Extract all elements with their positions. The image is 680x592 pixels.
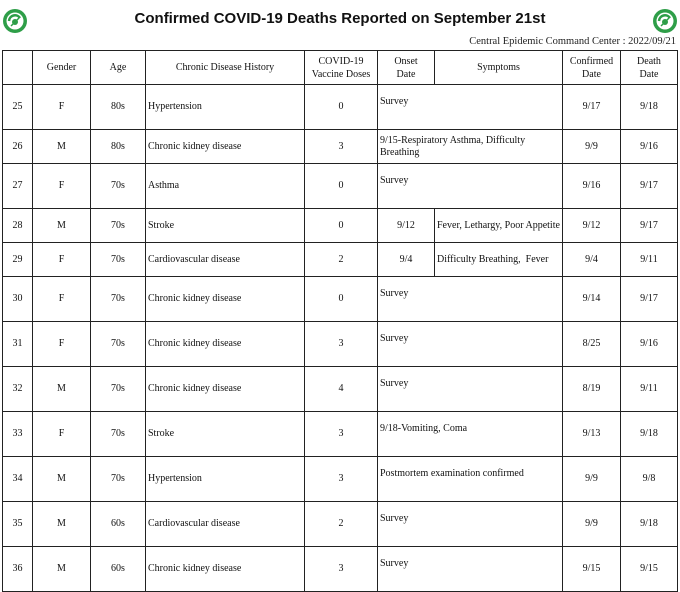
table-row (3, 243, 678, 277)
cell-chronic: Stroke (146, 209, 305, 243)
header-gender: Gender (33, 51, 91, 85)
table-row (3, 457, 678, 502)
page-subtitle: Central Epidemic Command Center : 2022/09/21 (469, 36, 676, 47)
cell-death: 9/11 (621, 243, 678, 277)
cell-age: 80s (91, 130, 146, 164)
cell-confirmed: 9/9 (563, 502, 621, 547)
cell-doses: 3 (305, 322, 378, 367)
cell-symptoms: Difficulty Breathing, Fever (435, 243, 563, 277)
table-row (3, 209, 678, 243)
cell-symptoms: Survey (378, 502, 563, 547)
cell-death: 9/18 (621, 502, 678, 547)
cell-chronic: Asthma (146, 164, 305, 209)
cell-symptoms: Survey (378, 164, 563, 209)
cell-gender: M (33, 130, 91, 164)
cell-death: 9/18 (621, 412, 678, 457)
cell-symptoms: Survey (378, 367, 563, 412)
cell-age: 70s (91, 412, 146, 457)
cell-doses: 0 (305, 277, 378, 322)
cell-confirmed: 9/16 (563, 164, 621, 209)
cell-no: 35 (3, 502, 33, 547)
cell-gender: M (33, 209, 91, 243)
cell-confirmed: 8/25 (563, 322, 621, 367)
cell-death: 9/16 (621, 130, 678, 164)
cell-no: 33 (3, 412, 33, 457)
cell-no: 31 (3, 322, 33, 367)
cell-symptoms: Survey (378, 277, 563, 322)
header-vaccine-line1: COVID-19 (318, 55, 364, 67)
cell-death: 9/15 (621, 547, 678, 592)
cell-gender: M (33, 547, 91, 592)
cell-chronic: Cardiovascular disease (146, 502, 305, 547)
cell-doses: 3 (305, 547, 378, 592)
header-confirmed-line2: Date (582, 68, 601, 80)
cell-death: 9/8 (621, 457, 678, 502)
cell-confirmed: 9/4 (563, 243, 621, 277)
cell-chronic: Hypertension (146, 457, 305, 502)
cell-confirmed: 9/15 (563, 547, 621, 592)
cell-death: 9/18 (621, 85, 678, 130)
cell-gender: M (33, 457, 91, 502)
header-age: Age (91, 51, 146, 85)
cell-chronic: Hypertension (146, 85, 305, 130)
cell-gender: F (33, 412, 91, 457)
page-title: Confirmed COVID-19 Deaths Reported on September 21st (134, 10, 546, 27)
cell-chronic: Chronic kidney disease (146, 367, 305, 412)
header-onset-line1: Onset (394, 55, 418, 67)
cell-confirmed: 9/17 (563, 85, 621, 130)
cell-chronic: Chronic kidney disease (146, 322, 305, 367)
table-row (3, 412, 678, 457)
cell-gender: M (33, 367, 91, 412)
cell-gender: F (33, 243, 91, 277)
cell-symptoms: Survey (378, 547, 563, 592)
table-row (3, 164, 678, 209)
cell-no: 34 (3, 457, 33, 502)
header-vaccine-line2: Vaccine Doses (311, 68, 371, 80)
cell-no: 25 (3, 85, 33, 130)
cell-gender: F (33, 85, 91, 130)
cell-onset: 9/12 (378, 209, 435, 243)
cell-no: 27 (3, 164, 33, 209)
cell-death: 9/11 (621, 367, 678, 412)
cell-chronic: Stroke (146, 412, 305, 457)
cell-death: 9/17 (621, 164, 678, 209)
header-no (3, 51, 33, 85)
cell-death: 9/17 (621, 277, 678, 322)
cell-symptoms: Survey (378, 85, 563, 130)
header-confirmed-line1: Confirmed (569, 55, 614, 67)
cell-gender: F (33, 322, 91, 367)
cell-confirmed: 9/13 (563, 412, 621, 457)
header-confirmed (563, 51, 621, 85)
cell-no: 28 (3, 209, 33, 243)
cell-age: 60s (91, 502, 146, 547)
cell-age: 80s (91, 85, 146, 130)
cell-doses: 2 (305, 502, 378, 547)
cell-no: 36 (3, 547, 33, 592)
table-row (3, 502, 678, 547)
cell-doses: 4 (305, 367, 378, 412)
cell-age: 70s (91, 277, 146, 322)
cell-symptoms: Fever, Lethargy, Poor Appetite (435, 209, 563, 243)
cell-age: 70s (91, 367, 146, 412)
cell-confirmed: 9/12 (563, 209, 621, 243)
cell-no: 30 (3, 277, 33, 322)
header-death-line2: Date (639, 68, 659, 80)
header-chronic: Chronic Disease History (146, 51, 305, 85)
cell-age: 70s (91, 164, 146, 209)
cell-confirmed: 9/9 (563, 457, 621, 502)
table-header-row (3, 51, 678, 85)
cell-age: 70s (91, 209, 146, 243)
table-row (3, 367, 678, 412)
cell-no: 29 (3, 243, 33, 277)
cell-doses: 3 (305, 412, 378, 457)
header-death-line1: Death (637, 55, 661, 67)
cell-symptoms: Survey (378, 322, 563, 367)
cell-gender: M (33, 502, 91, 547)
cell-doses: 0 (305, 209, 378, 243)
cell-doses: 3 (305, 130, 378, 164)
cell-gender: F (33, 164, 91, 209)
cell-age: 70s (91, 457, 146, 502)
cell-chronic: Cardiovascular disease (146, 243, 305, 277)
header-vaccine (305, 51, 378, 85)
cell-symptoms: Postmortem examination confirmed (378, 457, 563, 502)
cell-chronic: Chronic kidney disease (146, 130, 305, 164)
deaths-table (2, 50, 678, 592)
header-onset (378, 51, 435, 85)
cell-death: 9/16 (621, 322, 678, 367)
cell-age: 70s (91, 243, 146, 277)
cell-age: 60s (91, 547, 146, 592)
cell-doses: 3 (305, 457, 378, 502)
cell-age: 70s (91, 322, 146, 367)
cell-confirmed: 9/9 (563, 130, 621, 164)
cell-no: 26 (3, 130, 33, 164)
header-symptoms: Symptoms (435, 51, 563, 85)
cell-doses: 0 (305, 85, 378, 130)
cell-chronic: Chronic kidney disease (146, 277, 305, 322)
cell-doses: 0 (305, 164, 378, 209)
header-death (621, 51, 678, 85)
table-row (3, 130, 678, 164)
cell-onset: 9/4 (378, 243, 435, 277)
cell-no: 32 (3, 367, 33, 412)
table-row (3, 547, 678, 592)
cell-doses: 2 (305, 243, 378, 277)
cell-symptoms: 9/15-Respiratory Asthma, Difficulty Breathing (378, 130, 563, 164)
table-row (3, 322, 678, 367)
cell-chronic: Chronic kidney disease (146, 547, 305, 592)
cell-symptoms: 9/18-Vomiting, Coma (378, 412, 563, 457)
cell-death: 9/17 (621, 209, 678, 243)
table-row (3, 85, 678, 130)
table-row (3, 277, 678, 322)
cell-confirmed: 9/14 (563, 277, 621, 322)
header-onset-line2: Date (396, 68, 416, 80)
cell-gender: F (33, 277, 91, 322)
cell-confirmed: 8/19 (563, 367, 621, 412)
